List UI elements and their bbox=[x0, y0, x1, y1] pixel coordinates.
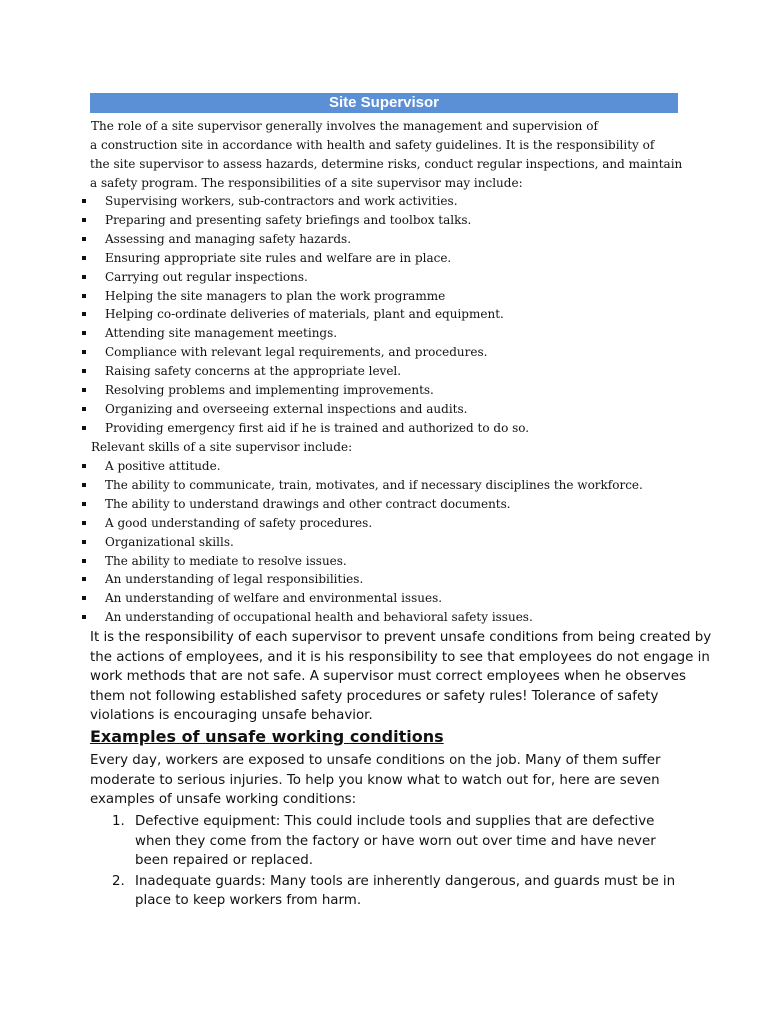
list-item: Helping the site managers to plan the work programme bbox=[80, 287, 720, 306]
list-item-line: been repaired or replaced. bbox=[135, 853, 313, 869]
list-item: Assessing and managing safety hazards. bbox=[80, 230, 720, 249]
list-item: Supervising workers, sub-contractors and work activities. bbox=[80, 192, 720, 211]
closing-line: It is the responsibility of each supervisor to prevent unsafe conditions from being created by bbox=[90, 630, 712, 645]
list-item-line: Inadequate guards: Many tools are inherently dangerous, and guards must be in bbox=[135, 873, 676, 889]
list-item bbox=[90, 872, 690, 911]
list-item: Organizing and overseeing external inspections and audits. bbox=[80, 400, 720, 419]
list-number: 2. bbox=[112, 873, 125, 889]
skills-heading: Relevant skills of a site supervisor include: bbox=[91, 440, 353, 454]
list-item: Raising safety concerns at the appropriate level. bbox=[80, 362, 720, 381]
list-number: 1. bbox=[112, 814, 125, 829]
closing-line: the actions of employees, and it is his responsibility to see that employees do not engage in bbox=[90, 649, 710, 665]
list-item-line: place to keep workers from harm. bbox=[135, 893, 362, 909]
list-item: Providing emergency first aid if he is trained and authorized to do so. bbox=[80, 419, 720, 438]
list-item: An understanding of legal responsibilities. bbox=[80, 570, 720, 589]
intro-paragraph bbox=[90, 117, 690, 193]
list-item: Organizational skills. bbox=[80, 533, 720, 552]
examples-list bbox=[90, 812, 690, 911]
page-title: Site Supervisor bbox=[90, 93, 678, 113]
list-item: A good understanding of safety procedures. bbox=[80, 514, 720, 533]
list-item: The ability to communicate, train, motivates, and if necessary disciplines the workforce. bbox=[80, 476, 720, 495]
list-item: An understanding of occupational health and behavioral safety issues. bbox=[80, 608, 720, 627]
intro-line: a safety program. The responsibilities of a site supervisor may include: bbox=[90, 175, 523, 190]
list-item: A positive attitude. bbox=[80, 457, 720, 476]
closing-line: work methods that are not safe. A supervisor must correct employees when he observes bbox=[90, 669, 686, 685]
list-item: The ability to understand drawings and other contract documents. bbox=[80, 495, 720, 514]
list-item: Compliance with relevant legal requirements, and procedures. bbox=[80, 343, 720, 362]
examples-intro-line: moderate to serious injuries. To help you know what to watch out for, here are seven bbox=[90, 772, 660, 788]
list-item: Resolving problems and implementing improvements. bbox=[80, 381, 720, 400]
section-heading: Examples of unsafe working conditions bbox=[90, 727, 444, 746]
list-item: The ability to mediate to resolve issues. bbox=[80, 552, 720, 571]
intro-line: a construction site in accordance with health and safety guidelines. It is the responsibility of bbox=[90, 137, 655, 152]
list-item: Carrying out regular inspections. bbox=[80, 268, 720, 287]
intro-line: The role of a site supervisor generally involves the management and supervision of bbox=[91, 119, 598, 133]
list-item-line: Defective equipment: This could include tools and supplies that are defective bbox=[135, 814, 655, 829]
closing-paragraph bbox=[90, 628, 712, 726]
list-item: An understanding of welfare and environmental issues. bbox=[80, 589, 720, 608]
list-item bbox=[90, 812, 690, 871]
list-item: Preparing and presenting safety briefings and toolbox talks. bbox=[80, 211, 720, 230]
list-item-line: when they come from the factory or have worn out over time and have never bbox=[135, 833, 656, 849]
closing-line: violations is encouraging unsafe behavior. bbox=[90, 708, 373, 724]
skills-list bbox=[80, 457, 720, 627]
list-item: Helping co-ordinate deliveries of materials, plant and equipment. bbox=[80, 305, 720, 324]
examples-intro-paragraph bbox=[90, 751, 690, 810]
closing-line: them not following established safety procedures or safety rules! Tolerance of safety bbox=[90, 688, 659, 704]
examples-intro-line: Every day, workers are exposed to unsafe conditions on the job. Many of them suffer bbox=[90, 753, 661, 768]
examples-intro-line: examples of unsafe working conditions: bbox=[90, 792, 357, 808]
intro-line: the site supervisor to assess hazards, determine risks, conduct regular inspections, and maintain bbox=[90, 156, 683, 171]
list-item: Attending site management meetings. bbox=[80, 324, 720, 343]
list-item: Ensuring appropriate site rules and welfare are in place. bbox=[80, 249, 720, 268]
responsibilities-list bbox=[80, 192, 720, 438]
